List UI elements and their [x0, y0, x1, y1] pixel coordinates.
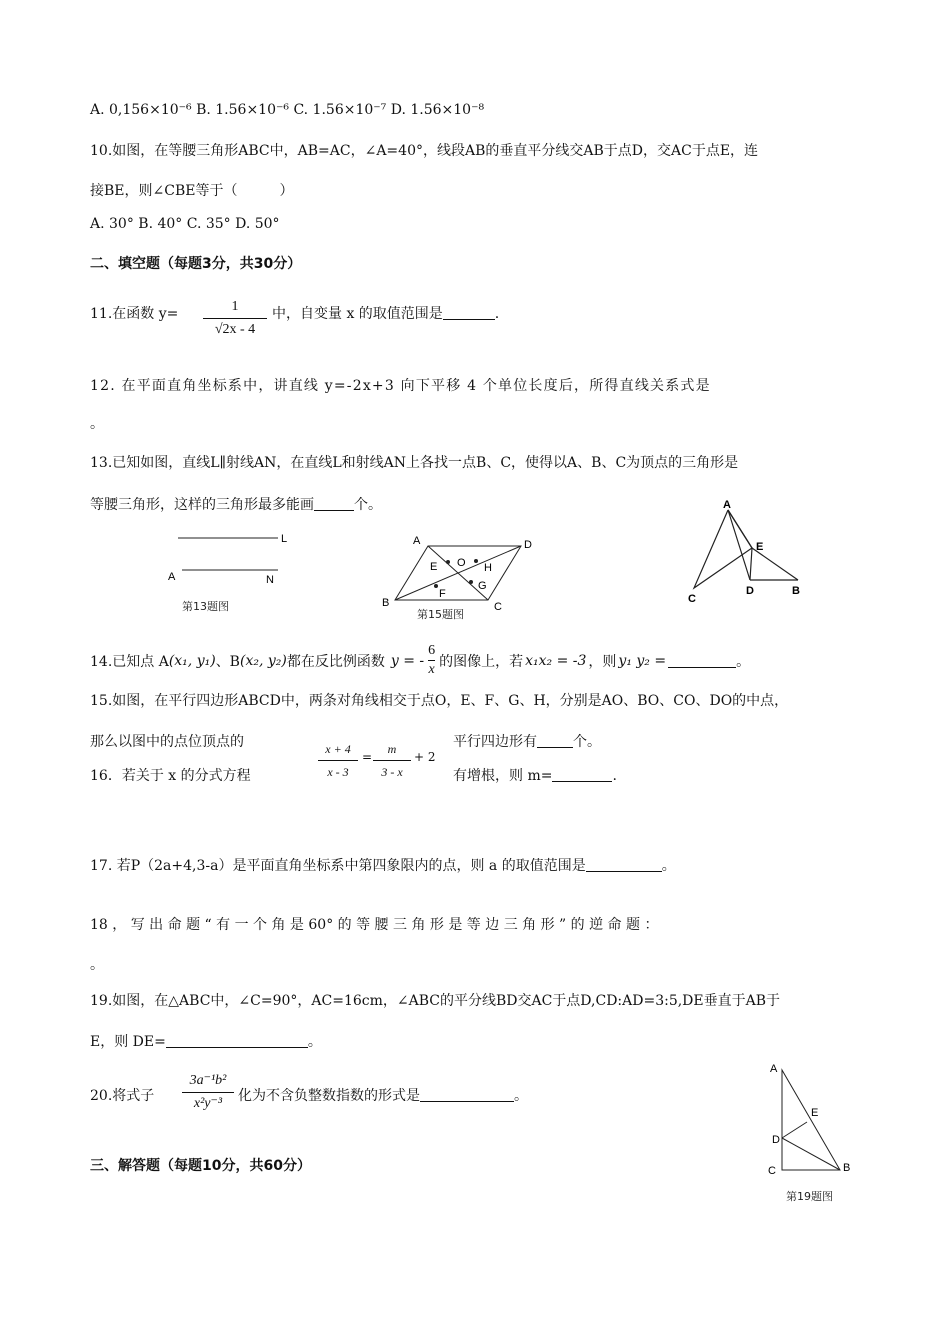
q15-line2a: 那么以图中的点位顶点的 [90, 734, 244, 750]
q15-answer-blank[interactable] [537, 733, 573, 748]
label-G: G [478, 580, 487, 592]
q15-line1: 15.如图，在平行四边形ABCD中，两条对角线相交于点O，E、F、G、H，分别是AO、BO、CO、DO的中点， [90, 693, 789, 709]
q11-answer-blank[interactable] [443, 305, 495, 320]
q10-line1: 10.如图，在等腰三角形ABC中，AB=AC，∠A=40°，线段AB的垂直平分线交AB于点D，交AC于点E，连 [90, 143, 759, 159]
q13-line2: 等腰三角形，这样的三角形最多能画 个。 [90, 497, 382, 513]
label-D: D [524, 539, 532, 551]
q19-answer-blank[interactable] [166, 1033, 308, 1048]
diagonal-BD [395, 546, 521, 600]
q16-fraction-left: x + 4 x - 3 [318, 738, 358, 783]
label-F: F [439, 588, 446, 600]
label-E: E [811, 1107, 819, 1119]
q16-fraction-right: m 3 - x [373, 738, 411, 783]
label-C: C [768, 1165, 776, 1177]
point-E [446, 560, 450, 564]
q17-answer-blank[interactable] [586, 857, 662, 872]
label-O: O [457, 557, 466, 569]
label-L: L [281, 533, 288, 545]
q19-line1: 19.如图，在△ABC中，∠C=90°，AC=16cm，∠ABC的平分线BD交AC于点D,CD:AD=3:5,DE垂直于AB于 [90, 993, 781, 1009]
segment-BD [782, 1138, 840, 1170]
q20-answer-blank[interactable] [420, 1087, 514, 1102]
figure-13 [160, 528, 300, 588]
q19-line2: E，则 DE= 。 [90, 1034, 322, 1050]
q15-line2b: 平行四边形有 个。 [453, 734, 601, 750]
section-2-heading: 二、填空题（每题3分，共30分） [90, 256, 302, 272]
label-B: B [843, 1162, 851, 1174]
q20-suffix: 化为不含负整数指数的形式是 。 [238, 1088, 528, 1104]
q20-fraction: 3a⁻¹b² x²y⁻³ [182, 1070, 234, 1115]
label-C: C [688, 593, 696, 605]
label-C: C [494, 601, 502, 610]
q11-denominator: √2x - 4 [214, 322, 256, 337]
label-D: D [746, 585, 754, 597]
section-3-heading: 三、解答题（每题10分，共60分） [90, 1158, 311, 1174]
label-N: N [266, 574, 274, 586]
q12-line2: 。 [90, 416, 104, 432]
label-D: D [772, 1134, 780, 1146]
point-G [469, 580, 473, 584]
point-F [434, 584, 438, 588]
q12-line1: 12. 在平面直角坐标系中，讲直线 y=-2x+3 向下平移 4 个单位长度后，所得直线关系式是 [90, 378, 711, 394]
q10-options: A. 30° B. 40° C. 35° D. 50° [90, 216, 280, 232]
q11-suffix: 中，自变量 x 的取值范围是 . [272, 306, 500, 322]
label-E: E [756, 541, 764, 553]
figure-15 [378, 532, 538, 610]
q20-prefix: 20.将式子 [90, 1088, 155, 1104]
q11-fraction [203, 296, 267, 341]
figure-19 [760, 1058, 860, 1178]
q13-answer-blank[interactable] [314, 496, 354, 511]
segment-DE [782, 1122, 807, 1138]
label-A: A [168, 571, 176, 583]
q16-suffix: 有增根，则 m= . [453, 768, 617, 784]
figure-13-caption: 第13题图 [182, 600, 229, 613]
figure-10 [680, 496, 810, 606]
label-B: B [792, 585, 800, 597]
q14-answer-blank[interactable] [668, 653, 736, 668]
q18-line1: 18 ， 写 出 命 题 “ 有 一 个 角 是 60° 的 等 腰 三 角 形 是 等 边 三 角 形 ” 的 逆 命 题 ： [90, 917, 659, 933]
q10-line2: 接BE，则∠CBE等于（ ） [90, 183, 294, 199]
q16-answer-blank[interactable] [552, 767, 612, 782]
label-A: A [770, 1063, 778, 1075]
q17-line: 17. 若P（2a+4,3-a）是平面直角坐标系中第四象限内的点，则 a 的取值范围是 。 [90, 858, 676, 874]
label-B: B [382, 597, 390, 609]
q11-numerator: 1 [231, 299, 239, 314]
figure-19-caption: 第19题图 [786, 1190, 833, 1203]
q13-line1: 13.已知如图，直线L∥射线AN，在直线L和射线AN上各找一点B、C，使得以A、B、C为顶点的三角形是 [90, 455, 739, 471]
point-H [474, 559, 478, 563]
label-A: A [723, 499, 731, 511]
q11-prefix: 11.在函数 y= [90, 306, 179, 322]
q18-line2: 。 [90, 957, 104, 973]
q14-point-a: (x₁, y₁) [168, 652, 216, 669]
triangle-AEC [694, 510, 752, 588]
q9-options: A. 0,156×10⁻⁶ B. 1.56×10⁻⁶ C. 1.56×10⁻⁷ D. 1.56×10⁻⁸ [90, 102, 485, 118]
q14-line: 14.已知点 A (x₁, y₁) 、B (x₂, y₂) 都在反比例函数 y = - 6 x 的图像上，若 x₁x₂ = -3 ，则 y₁ y₂ = 。 [90, 643, 751, 677]
label-A: A [413, 535, 421, 547]
q14-function-fraction: 6 x [428, 643, 436, 677]
label-H: H [484, 562, 492, 574]
figure-15-caption: 第15题图 [417, 608, 464, 621]
triangle-ABC [782, 1070, 840, 1170]
label-E: E [430, 561, 438, 573]
q14-point-b: (x₂, y₂) [239, 652, 287, 669]
segment-ED [750, 548, 752, 580]
q16-prefix: 16．若关于 x 的分式方程 [90, 768, 251, 784]
